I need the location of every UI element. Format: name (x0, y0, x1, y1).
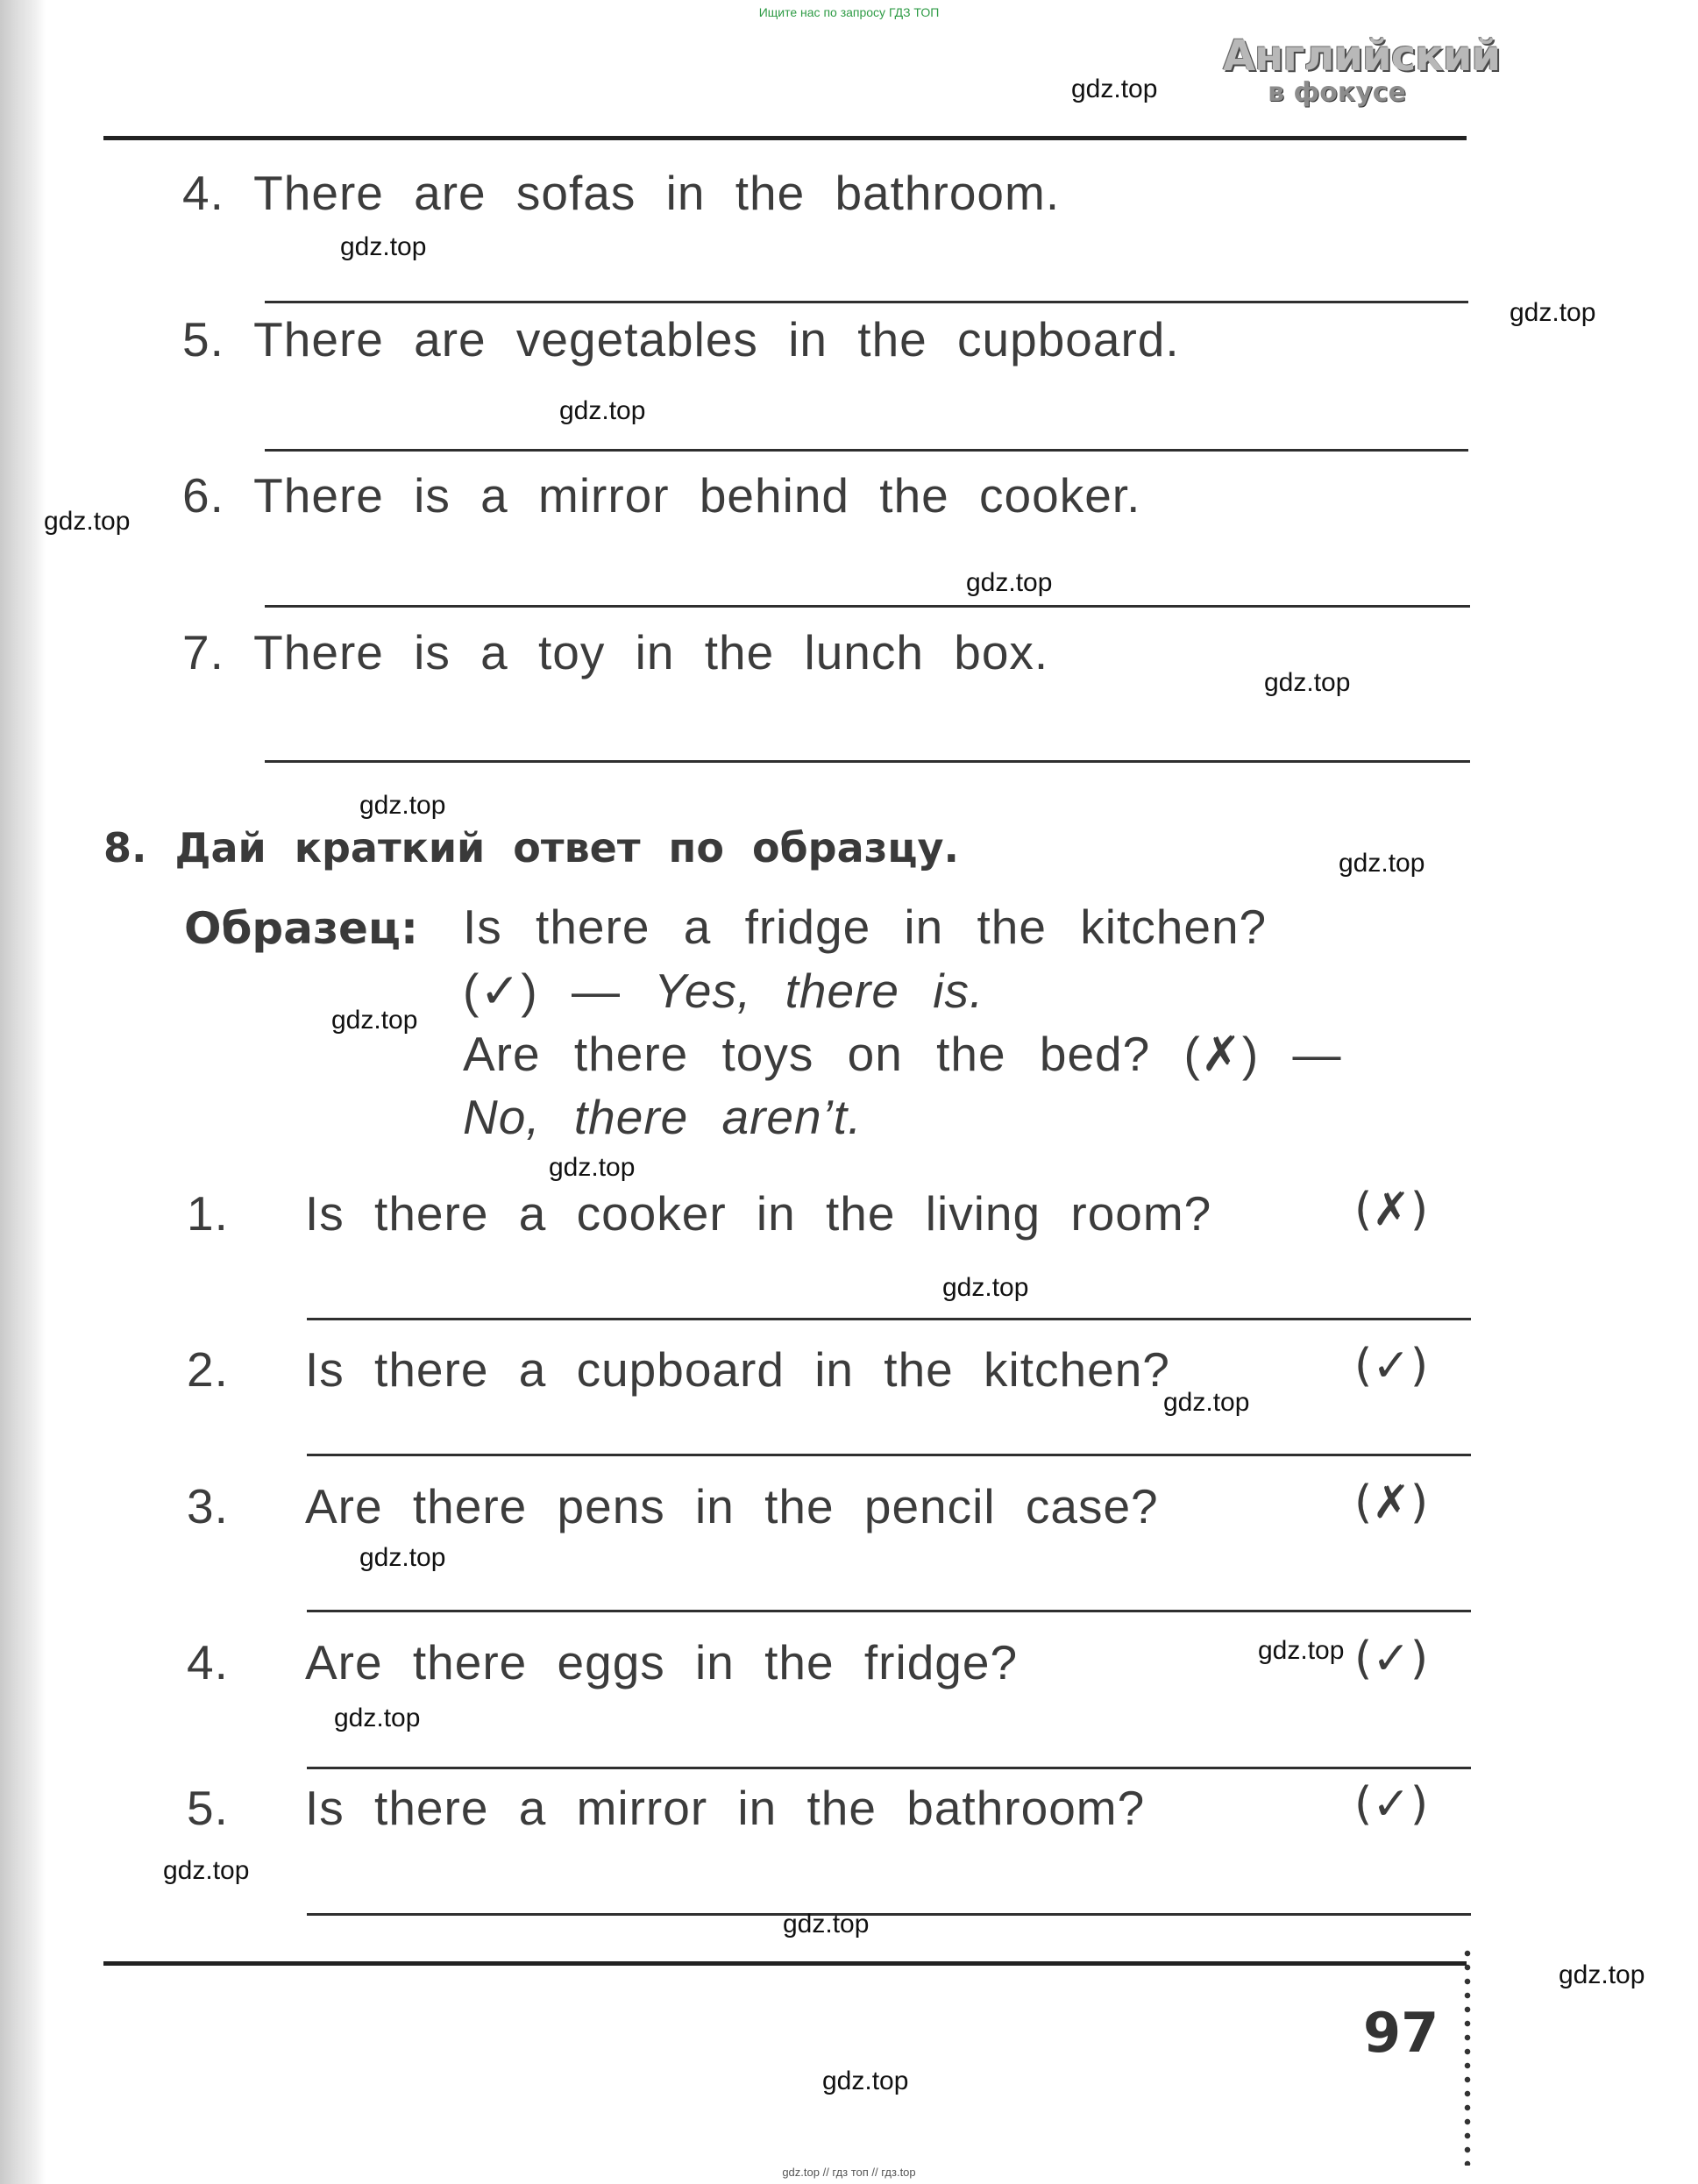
cross-mark: (✗) (1354, 1184, 1429, 1236)
sample-answer-1 (463, 963, 984, 1019)
page-number: 97 (1363, 2001, 1439, 2065)
top-search-note: Ищите нас по запросу ГДЗ ТОП (758, 5, 940, 19)
statement-text: There is a toy in the lunch box. (253, 625, 1049, 679)
question-2 (187, 1341, 1170, 1398)
sample-mark-check: (✓) — (463, 964, 621, 1018)
watermark: gdz.top (334, 1704, 421, 1732)
logo-subtitle: в фокусе (1268, 77, 1406, 108)
check-mark: (✓) (1354, 1778, 1429, 1831)
watermark: gdz.top (331, 1006, 418, 1035)
watermark: gdz.top (359, 1543, 446, 1572)
check-mark: (✓) (1354, 1340, 1429, 1392)
watermark: gdz.top (44, 507, 131, 536)
watermark: gdz.top (1071, 75, 1158, 103)
sample-answer-text: Yes, there is. (654, 964, 984, 1018)
statement-text: There is a mirror behind the cooker. (253, 468, 1141, 523)
cross-mark: (✗) (1354, 1476, 1429, 1529)
statement-5 (182, 311, 1180, 367)
watermark: gdz.top (1163, 1388, 1250, 1417)
sample-question-2: Are there toys on the bed? (✗) — (463, 1027, 1342, 1081)
statement-number: 5. (182, 312, 224, 366)
question-number: 1. (187, 1186, 229, 1241)
watermark: gdz.top (1339, 849, 1425, 878)
watermark: gdz.top (559, 396, 646, 425)
watermark: gdz.top (822, 2067, 909, 2095)
statement-number: 6. (182, 468, 224, 523)
question-text: Is there a mirror in the bathroom? (305, 1781, 1146, 1835)
answer-line[interactable] (265, 605, 1470, 608)
logo-title: Английский (1223, 32, 1501, 81)
statement-6 (182, 467, 1140, 523)
answer-line[interactable] (265, 449, 1468, 452)
answer-line[interactable] (307, 1610, 1471, 1612)
question-4 (187, 1634, 1018, 1690)
watermark: gdz.top (163, 1856, 250, 1885)
watermark: gdz.top (1258, 1636, 1345, 1665)
answer-line[interactable] (307, 1318, 1471, 1320)
exercise-number: 8. (103, 824, 147, 871)
statement-4 (182, 165, 1060, 221)
exercise-instruction: Дай краткий ответ по образцу. (174, 824, 959, 871)
answer-line[interactable] (307, 1767, 1471, 1769)
statement-number: 7. (182, 625, 224, 679)
statement-7 (182, 624, 1048, 680)
sample-label: Образец: (184, 903, 418, 954)
answer-line[interactable] (265, 760, 1470, 763)
check-mark: (✓) (1354, 1633, 1429, 1685)
sample-answer-2: No, there aren’t. (463, 1090, 863, 1144)
watermark: gdz.top (783, 1910, 870, 1939)
book-logo (1223, 32, 1501, 112)
watermark: gdz.top (549, 1153, 636, 1182)
watermark: gdz.top (359, 791, 446, 820)
footer-rule (103, 1961, 1467, 1966)
question-1 (187, 1185, 1211, 1241)
watermark: gdz.top (1559, 1960, 1645, 1989)
statement-text: There are sofas in the bathroom. (253, 166, 1061, 220)
watermark: gdz.top (340, 232, 427, 261)
question-text: Is there a cupboard in the kitchen? (305, 1342, 1170, 1397)
bottom-note: gdz.top // гдз топ // гдз.top (782, 2166, 916, 2179)
question-5 (187, 1780, 1145, 1836)
watermark: gdz.top (1264, 668, 1351, 697)
header-rule (103, 136, 1467, 140)
question-text: Are there eggs in the fridge? (305, 1635, 1019, 1690)
question-number: 4. (187, 1635, 229, 1690)
question-text: Is there a cooker in the living room? (305, 1186, 1212, 1241)
watermark: gdz.top (942, 1273, 1029, 1302)
statement-number: 4. (182, 166, 224, 220)
question-text: Are there pens in the pencil case? (305, 1479, 1159, 1533)
answer-line[interactable] (307, 1913, 1471, 1916)
cut-line-dots (1464, 1946, 1471, 2166)
page-binding-shadow (0, 0, 46, 2184)
exercise-8-heading (103, 824, 959, 871)
sample-question-1: Is there a fridge in the kitchen? (463, 900, 1268, 954)
answer-line[interactable] (307, 1454, 1471, 1456)
watermark: gdz.top (966, 568, 1053, 597)
answer-line[interactable] (265, 301, 1468, 303)
question-3 (187, 1478, 1159, 1534)
watermark: gdz.top (1510, 298, 1596, 327)
statement-text: There are vegetables in the cupboard. (253, 312, 1180, 366)
question-number: 5. (187, 1781, 229, 1835)
question-number: 3. (187, 1479, 229, 1533)
question-number: 2. (187, 1342, 229, 1397)
